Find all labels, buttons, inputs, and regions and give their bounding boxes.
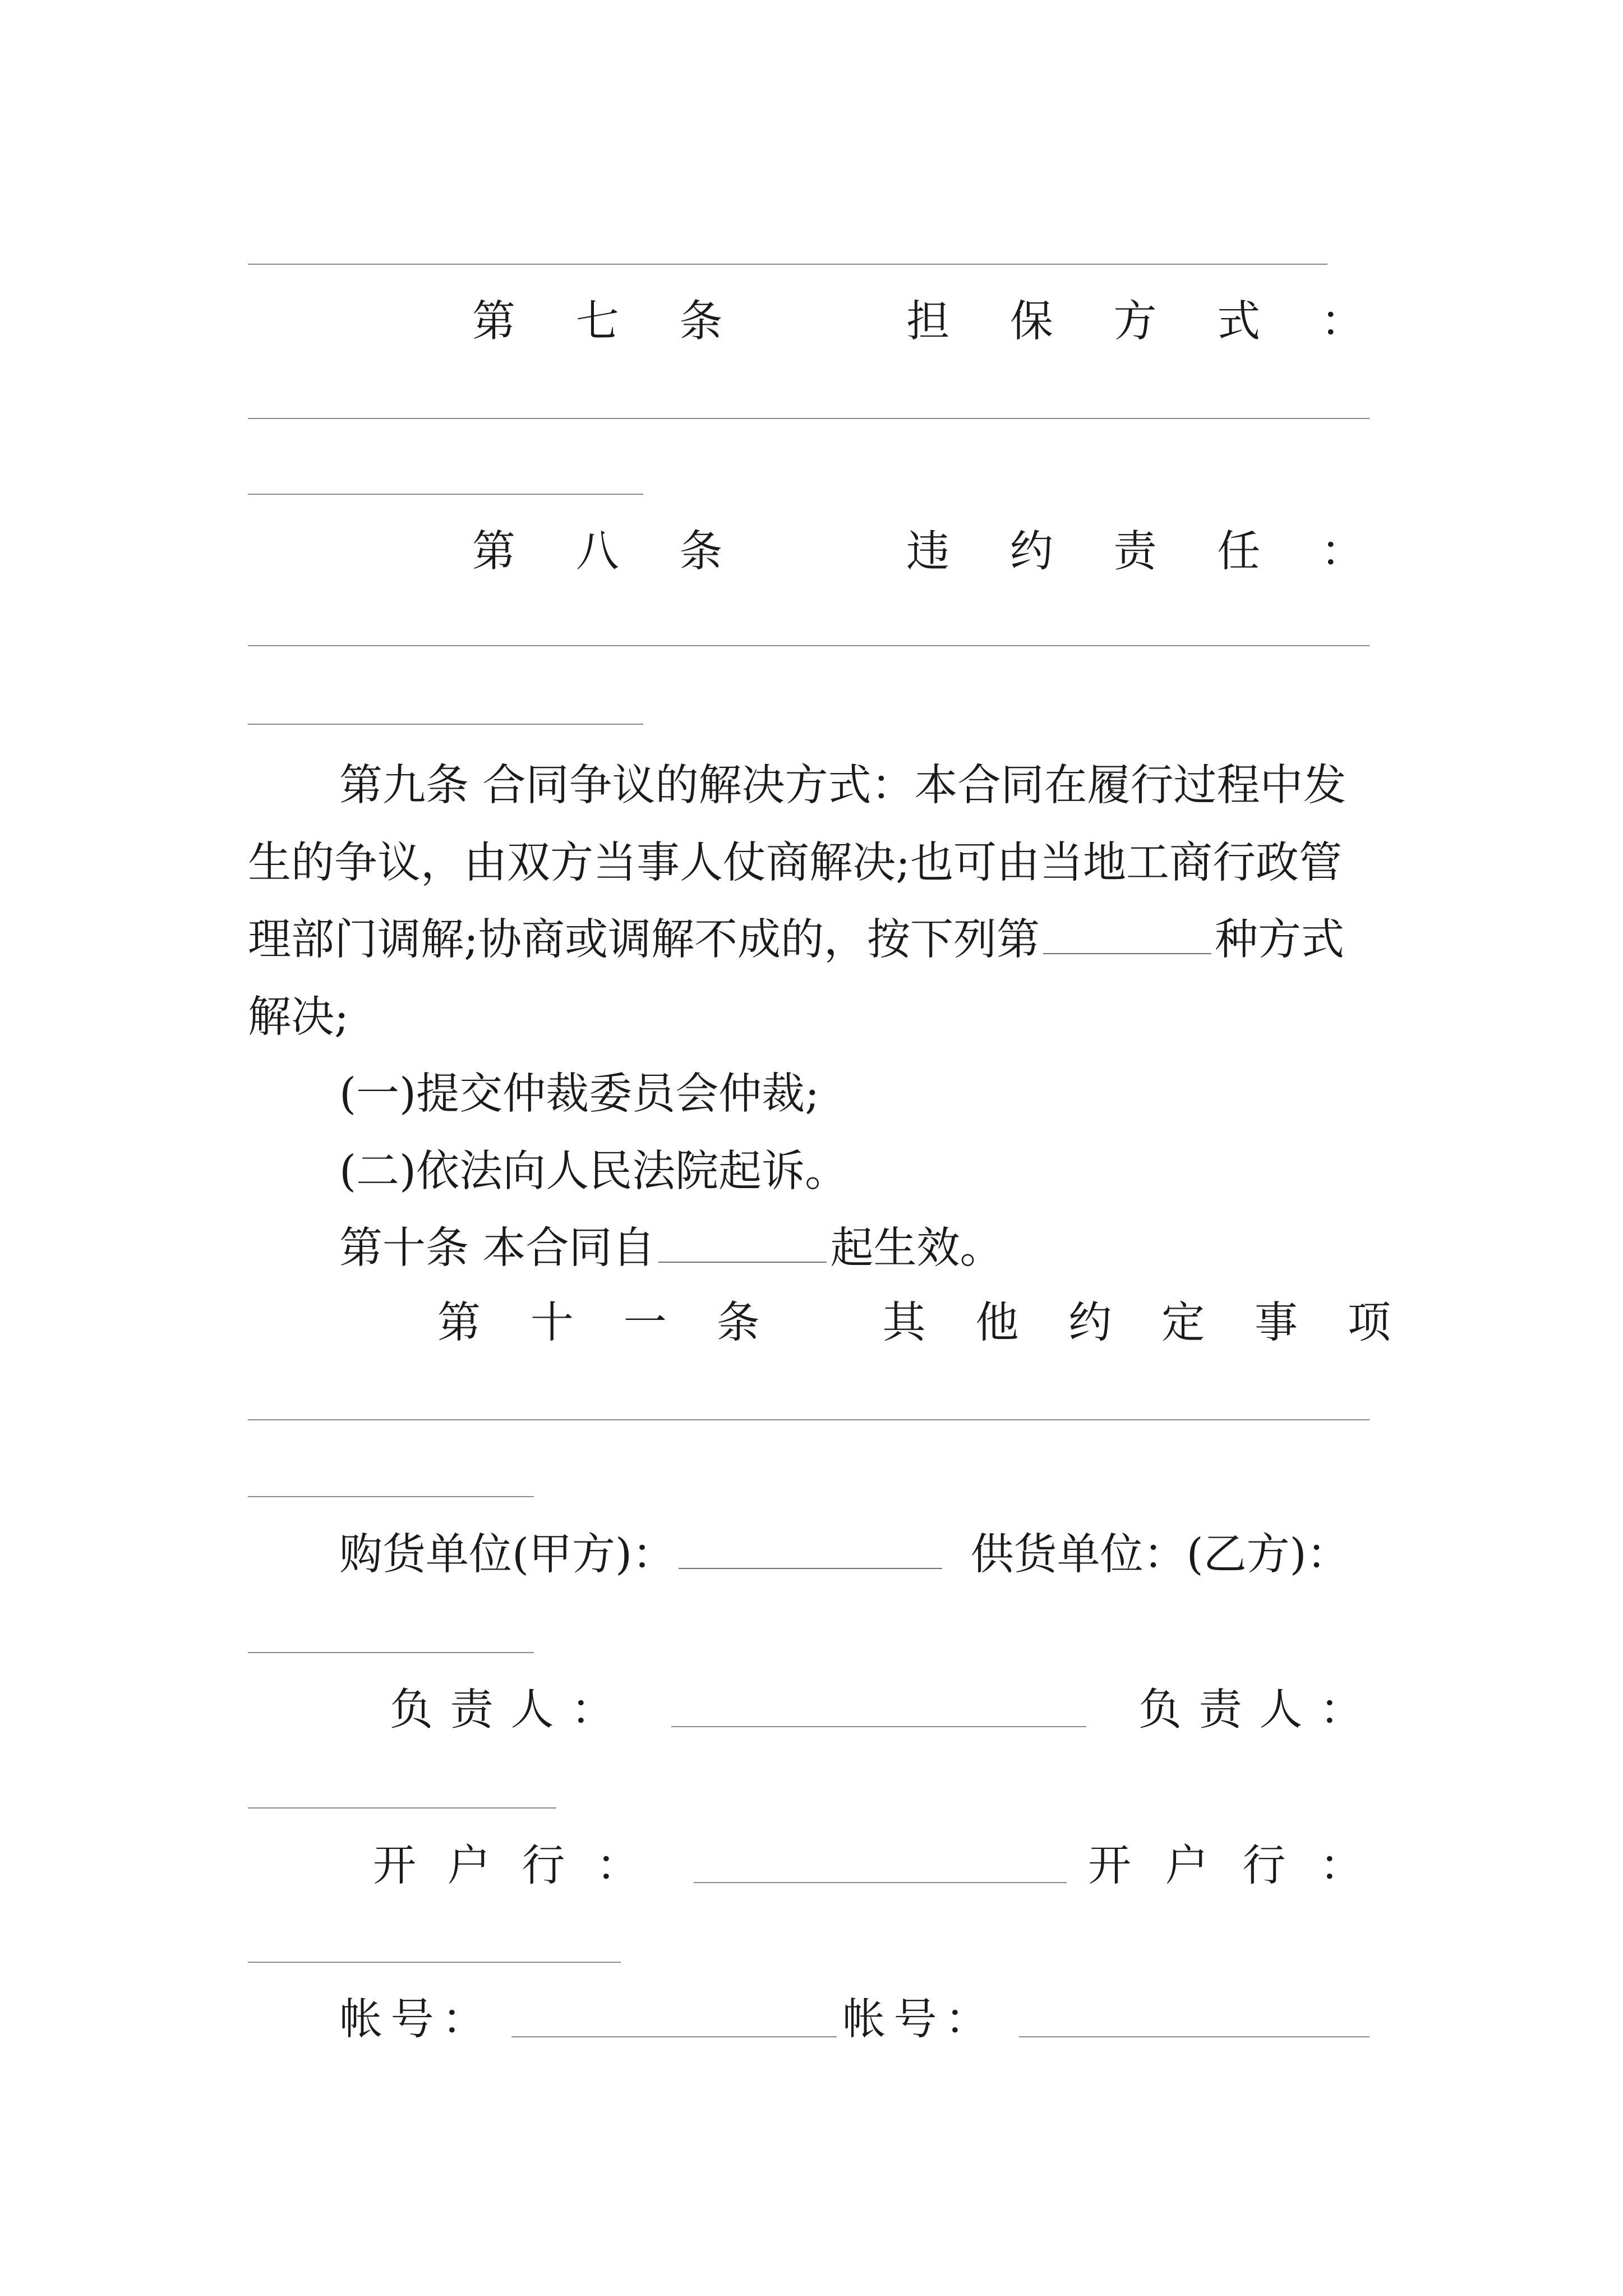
clause9-line3 [248, 915, 1344, 965]
clause7-char: 担 [906, 297, 950, 347]
bank-b [1088, 1841, 1363, 1891]
account-b-char: 号 [893, 1995, 937, 2045]
bank-a-char: ： [596, 1841, 639, 1891]
account-a-blank[interactable] [511, 2036, 837, 2037]
person-in-charge-a-char: ： [570, 1685, 614, 1735]
bank-b-char: 开 [1088, 1841, 1131, 1891]
clause7-char: 七 [575, 297, 619, 347]
clause8-char: 约 [1009, 527, 1053, 577]
bank-b-char: 行 [1242, 1841, 1286, 1891]
person-in-charge-b-char: 责 [1198, 1685, 1242, 1735]
clause11-heading [437, 1298, 1391, 1348]
person-in-charge-a-char: 责 [450, 1685, 494, 1735]
clause9-line1: 第九条 合同争议的解决方式：本合同在履行过程中发 [339, 761, 1347, 811]
person-in-charge-b-char: 负 [1138, 1685, 1182, 1735]
clause7-char: 式 [1217, 297, 1261, 347]
bank-b-char: 户 [1165, 1841, 1209, 1891]
clause7-char: 第 [472, 297, 515, 347]
clause8-heading [472, 527, 1364, 577]
clause7-blank-line-2 [248, 494, 643, 495]
clause9-method-blank[interactable] [1043, 919, 1211, 954]
person-in-charge-b-char: 人 [1259, 1685, 1303, 1735]
clause7-char: ： [1320, 297, 1364, 347]
account-a-char: ： [442, 1995, 485, 2045]
buyer-unit-row [339, 1530, 1350, 1580]
clause9-line2: 生的争议，由双方当事人仗商解决;也可由当地工商行政管 [248, 838, 1342, 888]
person-in-charge-a-char: 人 [510, 1685, 554, 1735]
clause11-char: 第 [437, 1298, 481, 1348]
account-a-char: 号 [390, 1995, 434, 2045]
person-in-charge-a [390, 1685, 614, 1735]
bank-b-blank-line [248, 1962, 621, 1963]
person-in-charge-a-char: 负 [390, 1685, 433, 1735]
clause7-char: 保 [1009, 297, 1053, 347]
clause11-char: 项 [1347, 1298, 1391, 1348]
person-in-charge-b [1138, 1685, 1363, 1735]
buyer-unit-label: 购货单位(甲方)： [339, 1530, 676, 1580]
clause9-line4: 解决; [248, 992, 349, 1042]
clause8-char: ： [1320, 527, 1364, 577]
bank-a-char: 户 [447, 1841, 491, 1891]
clause9-option1: (一)提交仲裁委员会仲裁; [339, 1069, 820, 1119]
clause11-blank-line-1 [248, 1419, 1370, 1420]
clause11-char: 约 [1068, 1298, 1112, 1348]
clause8-char: 责 [1113, 527, 1157, 577]
clause10-suffix: 起生效。 [830, 1223, 1003, 1273]
account-b [842, 1995, 988, 2045]
clause11-char: 他 [975, 1298, 1019, 1348]
clause11-blank-line-2 [248, 1496, 534, 1497]
clause8-blank-line-2 [248, 724, 643, 725]
clause8-char: 条 [679, 527, 723, 577]
clause8-char: 任 [1217, 527, 1261, 577]
clause10-date-blank[interactable] [658, 1228, 827, 1263]
clause11-char: 其 [882, 1298, 926, 1348]
buyer-unit-blank[interactable] [679, 1534, 942, 1569]
clause9-line3-suffix: 种方式 [1214, 915, 1344, 965]
account-a-char: 帐 [339, 1995, 382, 2045]
clause7-char: 方 [1113, 297, 1157, 347]
bank-a-blank[interactable] [694, 1882, 1067, 1883]
bank-a-char: 行 [522, 1841, 565, 1891]
bank-b-char: ： [1319, 1841, 1363, 1891]
person-in-charge-b-blank-line [248, 1807, 556, 1809]
clause7-heading [472, 297, 1364, 347]
clause10 [339, 1223, 1003, 1273]
clause11-char: 条 [716, 1298, 760, 1348]
clause11-char: 十 [530, 1298, 574, 1348]
clause8-char: 八 [575, 527, 619, 577]
clause8-blank-line-1 [248, 645, 1370, 646]
clause8-char: 第 [472, 527, 515, 577]
clause11-char: 定 [1161, 1298, 1205, 1348]
top-rule [248, 264, 1327, 265]
seller-unit-blank-line [248, 1652, 534, 1653]
clause9-option2: (二)依法向人民法院起诉。 [339, 1147, 849, 1197]
seller-unit-label: 供货单位：(乙方)： [970, 1530, 1350, 1580]
bank-a [373, 1841, 639, 1891]
account-b-char: ： [945, 1995, 988, 2045]
clause11-char: 事 [1255, 1298, 1298, 1348]
clause7-blank-line-1 [248, 418, 1370, 419]
account-b-blank[interactable] [1019, 2036, 1370, 2037]
person-in-charge-a-blank[interactable] [671, 1726, 1086, 1727]
account-b-char: 帐 [842, 1995, 886, 2045]
clause9-line3-text: 理部门调解;协商或调解不成的，按下列第 [248, 915, 1040, 965]
clause8-char: 违 [906, 527, 950, 577]
account-a [339, 1995, 485, 2045]
clause7-char: 条 [679, 297, 723, 347]
bank-a-char: 开 [373, 1841, 416, 1891]
clause10-prefix: 第十条 本合同自 [339, 1223, 656, 1273]
person-in-charge-b-char: ： [1319, 1685, 1363, 1735]
clause11-char: 一 [623, 1298, 667, 1348]
